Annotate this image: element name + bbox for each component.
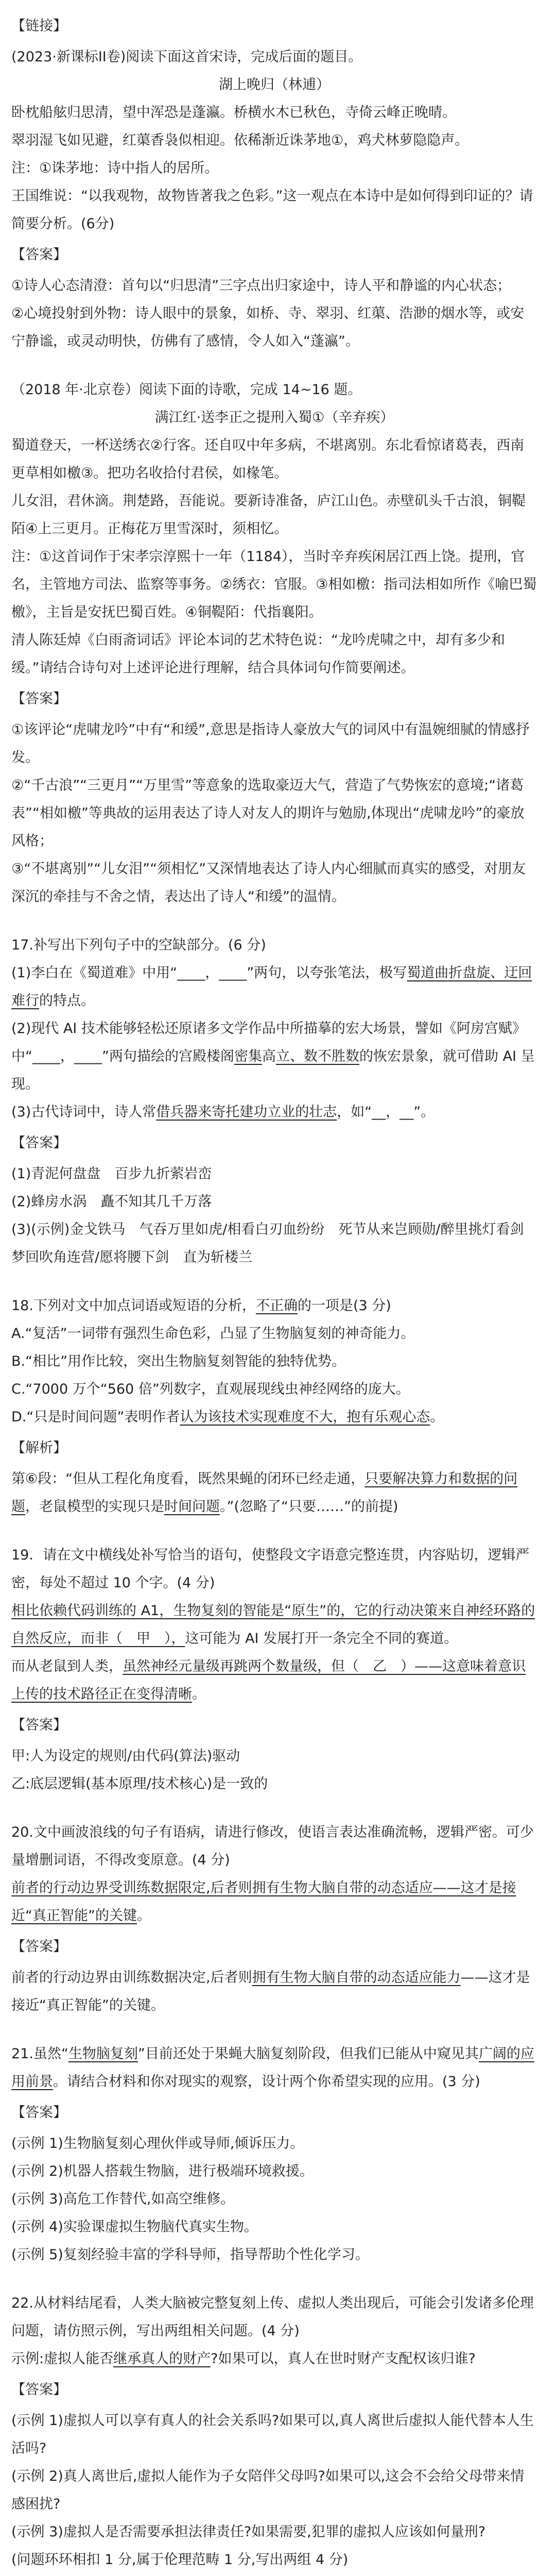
- paragraph: B.“相比”用作比较，突出生物脑复刻智能的独特优势。: [11, 1353, 346, 1369]
- paragraph: ③“不堪离别”“儿女泪”“须相忆”又深情地表达了诗人内心细腻而真实的感受，对朋友深沉的牵挂与不舍之情，表达出了诗人“和缓”的温情。: [11, 861, 526, 905]
- paragraph: (2023·新课标II卷)阅读下面这首宋诗，完成后面的题目。: [11, 49, 362, 65]
- underlined-phrase: 立、数不胜数: [275, 1048, 359, 1064]
- underlined-phrase: 相比依赖代码训练的 A1，生物复刻的智能是“原生”的，它的行动决策来自神经环路的自然反应，而非（ 甲 ），: [11, 1603, 535, 1647]
- paragraph: (1)青泥何盘盘 百步九折萦岩峦: [11, 1166, 212, 1182]
- paragraph: 蜀道登天，一杯送绣衣②行客。还自叹中年多病，不堪离别。东北看惊诸葛表，西南更草相如檄③。把功名收拾付君侯，如椽笔。: [11, 437, 525, 481]
- section-gap: [11, 1521, 537, 1541]
- paragraph: (示例 2)机器人搭载生物脑，进行极端环境救援。: [11, 2163, 314, 2179]
- paragraph: [11, 1465, 537, 1521]
- section-heading: 【解析】: [11, 1440, 67, 1456]
- text-run: (2)现代 AI 技术能够轻松还原诸多文学作品中所描摹的宏大场景，譬如《阿房宫赋》中“____，____”两句描绘的宫殿楼阁: [11, 1021, 526, 1064]
- paragraph: [11, 2345, 537, 2373]
- underlined-phrase: 不正确: [255, 1298, 298, 1314]
- text-run: 第⑥段：“但从工程化角度看，既然果蝇的闭环已经走通，: [11, 1471, 365, 1487]
- underlined-phrase: 密集: [234, 1048, 262, 1064]
- text-run: 的恢宏景象，就可借助 AI 呈现。: [11, 1048, 535, 1092]
- text-run: ，如“__，__”。: [337, 1104, 435, 1120]
- paragraph: [11, 1597, 537, 1653]
- section-gap: [11, 2020, 537, 2040]
- paragraph: 22.从材料结尾看，人类大脑被完整复刻上传、虚拟人类出现后，可能会引发诸多伦理问题，请仿照示例，写出两组相关问题。(4 分): [11, 2295, 534, 2339]
- section-gap: [11, 2269, 537, 2290]
- paragraph: ②心境投射到外物：诗人眼中的景象，如桥、寺、翠羽、红蕖、浩渺的烟水等，或安宁静谧，或灵动明快，仿佛有了感情，令人如入“蓬瀛”。: [11, 306, 525, 349]
- paragraph: 翠羽湿飞如见避，红蕖香袅似相迎。依稀渐近诛茅地①，鸡犬林萝隐隐声。: [11, 132, 469, 148]
- paragraph: [11, 1964, 537, 2020]
- paragraph: A.“复活”一词带有强烈生命色彩，凸显了生物脑复刻的神奇能力。: [11, 1326, 415, 1342]
- underlined-phrase: 借兵器来寄托建功立业的壮志: [156, 1104, 337, 1120]
- underlined-phrase: 只要解决算力和数据的问题: [11, 1471, 518, 1515]
- paragraph: 乙:底层逻辑(基本原理/技术核心)是一致的: [11, 1776, 268, 1792]
- paragraph: [11, 1098, 537, 1126]
- paragraph: [11, 1292, 537, 1320]
- text-run: (1)李白在《蜀道难》中用“____，____”两句，以夸张笔法，极写: [11, 965, 407, 981]
- section-heading: 【答案】: [11, 247, 67, 263]
- paragraph: ①该评论“虎啸龙吟”中有“和缓”,意思是指诗人豪放大气的词风中有温婉细腻的情感抒发。: [11, 722, 530, 766]
- text-run: 前者的行动边界由训练数据决定,后者则: [11, 1970, 252, 1986]
- text-run: ，老鼠模型的实现只是: [25, 1499, 164, 1515]
- paragraph: C.“7000 万个“560 倍”列数字，直观展现线虫神经网络的庞大。: [11, 1381, 410, 1397]
- poem-title: 满江红·送李正之提刑入蜀①（辛弃疾）: [154, 410, 394, 426]
- section-gap: [11, 911, 537, 931]
- section-heading: 【答案】: [11, 1135, 67, 1151]
- paragraph: 儿女泪，君休滴。荆楚路，吾能说。要新诗准备，庐江山色。赤壁矶头千古浪，铜鞮陌④上三更月。正梅花万里雪深时，须相忆。: [11, 493, 526, 537]
- text-run: (3)古代诗词中，诗人常: [11, 1104, 157, 1120]
- section-gap: [11, 1798, 537, 1819]
- section-heading: 【答案】: [11, 2382, 67, 2398]
- paragraph: (3)(示例)金戈铁马 气吞万里如虎/相看白刃血纷纷 死节从来岂顾勋/醉里挑灯看剑 梦回吹角连营/愿将腰下剑 直为斩楼兰: [11, 1222, 538, 1265]
- paragraph: (2)蜂房水涡 矗不知其几千万落: [11, 1194, 212, 1210]
- paragraph: 17.补写出下列句子中的空缺部分。(6 分): [11, 937, 266, 953]
- text-run: 。请结合材料和你对现实的观察，设计两个你希望实现的应用。(3 分): [53, 2074, 480, 2090]
- text-run: 高: [262, 1048, 276, 1064]
- section-heading: 【答案】: [11, 2105, 67, 2121]
- paragraph: [11, 1403, 537, 1431]
- paragraph: ①诗人心态清澄：首句以“归思清”三字点出归家途中，诗人平和静谧的内心状态；: [11, 278, 511, 294]
- paragraph: (示例 3)高危工作替代,如高空维修。: [11, 2191, 235, 2207]
- underlined-phrase: 蜀道曲折盘旋、迂回难行: [11, 965, 532, 1009]
- paragraph: 20.文中画波浪线的句子有语病，请进行修改，使语言表达准确流畅，逻辑严密。可少量增删词语，不得改变原意。(4 分): [11, 1824, 534, 1868]
- text-run: 这可能为 AI 发展打开一条完全不同的赛道。: [185, 1631, 458, 1647]
- paragraph: 甲:人为设定的规则/由代码(算法)驱动: [11, 1748, 240, 1764]
- underlined-phrase: 虽然神经元量级再跳两个数量级，但（ 乙 ）——这意味着意识上传的技术路径正在变得清晰: [11, 1658, 526, 1702]
- underlined-phrase: 时间问题: [164, 1499, 220, 1515]
- paragraph: [11, 2040, 537, 2096]
- section-heading: 【链接】: [11, 18, 67, 34]
- underlined-phrase: 拥有生物大脑自带的动态适应能力: [252, 1970, 461, 1986]
- paragraph: [11, 959, 537, 1015]
- poem-title: 湖上晚归（林逋）: [219, 77, 330, 93]
- paragraph: 卧枕船舷归思清，望中浑恐是蓬瀛。桥横水木已秋色，寺倚云峰正晚晴。: [11, 105, 456, 121]
- paragraph: 注：①诛茅地：诗中指人的居所。: [11, 160, 219, 176]
- paragraph: 注：①这首词作于宋孝宗淳熙十一年（1184），当时辛弃疾闲居江西上饶。提刑，官名，主管地方司法、监察等事务。②绣衣：官服。③相如檄：指司法相如所作《喻巴蜀檄》，主旨是安抚巴蜀百姓。④铜鞮陌：代指襄阳。: [11, 549, 537, 620]
- paragraph: （2018 年·北京卷）阅读下面的诗歌，完成 14~16 题。: [11, 382, 362, 398]
- text-run: 18.下列对文中加点词语或短语的分析，: [11, 1298, 256, 1314]
- underlined-phrase: 前者的行动边界受训练数据限定,后者则拥有生物大脑自带的动态适应——这才是接近“真正智能”的关键: [11, 1880, 516, 1924]
- paragraph: [11, 1015, 537, 1098]
- text-run: 。”(忽略了“只要……”的前提): [220, 1499, 398, 1515]
- text-run: ——这才是接近“真正智能”的关键。: [11, 1970, 530, 2013]
- paragraph: ②“千古浪”“三更月”“万里雪”等意象的选取豪迈大气，营造了气势恢宏的意境;“诸葛表”“相如檄”等典故的运用表达了诗人对友人的期许与勉励,体现出“虎啸龙吟”的豪放风格；: [11, 777, 525, 849]
- paragraph: 清人陈廷焯《白雨斋词话》评论本词的艺术特色说：“龙吟虎啸之中，却有多少和缓。”请结合诗句对上述评论进行理解，结合具体词句作简要阐述。: [11, 632, 505, 676]
- paragraph: [11, 1653, 537, 1708]
- underlined-phrase: 认为该技术实现难度不大，抱有乐观心态: [180, 1409, 430, 1425]
- text-run: 。: [192, 1686, 206, 1702]
- text-run: 示例:虚拟人能否: [11, 2351, 114, 2367]
- paragraph: (示例 5)复刻经验丰富的学科导师，指导帮助个性化学习。: [11, 2247, 369, 2263]
- text-run: 。: [136, 1908, 151, 1924]
- paragraph: [11, 1874, 537, 1930]
- paragraph: (示例 2)真人离世后,虚拟人能作为子女陪伴父母吗?如果可以,这会不会给父母带来情感困扰?: [11, 2468, 525, 2512]
- underlined-phrase: 继承真人的财产: [113, 2351, 211, 2367]
- paragraph: 王国维说：“以我观物，故物皆著我之色彩。”这一观点在本诗中是如何得到印证的？请简要分析。(6分): [11, 188, 533, 232]
- section-gap: [11, 1272, 537, 1292]
- section-heading: 【答案】: [11, 1717, 67, 1733]
- underlined-phrase: 生物脑复刻: [68, 2046, 138, 2062]
- section-heading: 【答案】: [11, 1939, 67, 1955]
- paragraph: 19．请在文中横线处补写恰当的语句，使整段文字语意完整连贯，内容贴切，逻辑严密，每处不超过 10 个字。(4 分): [11, 1547, 530, 1591]
- underlined-phrase: 广阔的应用前景: [11, 2046, 534, 2090]
- text-run: 而从老鼠到人类，: [11, 1658, 123, 1674]
- text-run: 的一项是(3 分): [297, 1298, 391, 1314]
- text-run: 。: [430, 1409, 444, 1425]
- text-run: 的特点。: [39, 993, 95, 1009]
- paragraph: (示例 1)生物脑复刻心理伙伴或导师,倾诉压力。: [11, 2136, 304, 2151]
- section-gap: [11, 355, 537, 376]
- paragraph: (示例 4)实验课虚拟生物脑代真实生物。: [11, 2219, 258, 2235]
- text-run: ?如果可以，真人在世时财产支配权该归谁?: [211, 2351, 476, 2367]
- text-run: ”目前还处于果蝇大脑复刻阶段，但我们已能从中窥见其: [137, 2046, 479, 2062]
- paragraph: (示例 1)虚拟人可以享有真人的社会关系吗?如果可以,真人离世后虚拟人能代替本人生活吗?: [11, 2413, 534, 2456]
- section-heading: 【答案】: [11, 691, 67, 707]
- paragraph: (问题环环相扣 1 分,属于伦理范畴 1 分,写出两组 4 分): [11, 2552, 349, 2568]
- text-run: 21.虽然“: [11, 2046, 68, 2062]
- text-run: D.“只是时间问题”表明作者: [11, 1409, 180, 1425]
- paragraph: (示例 3)虚拟人是否需要承担法律责任?如果需要,犯罪的虚拟人应该如何量刑?: [11, 2524, 486, 2540]
